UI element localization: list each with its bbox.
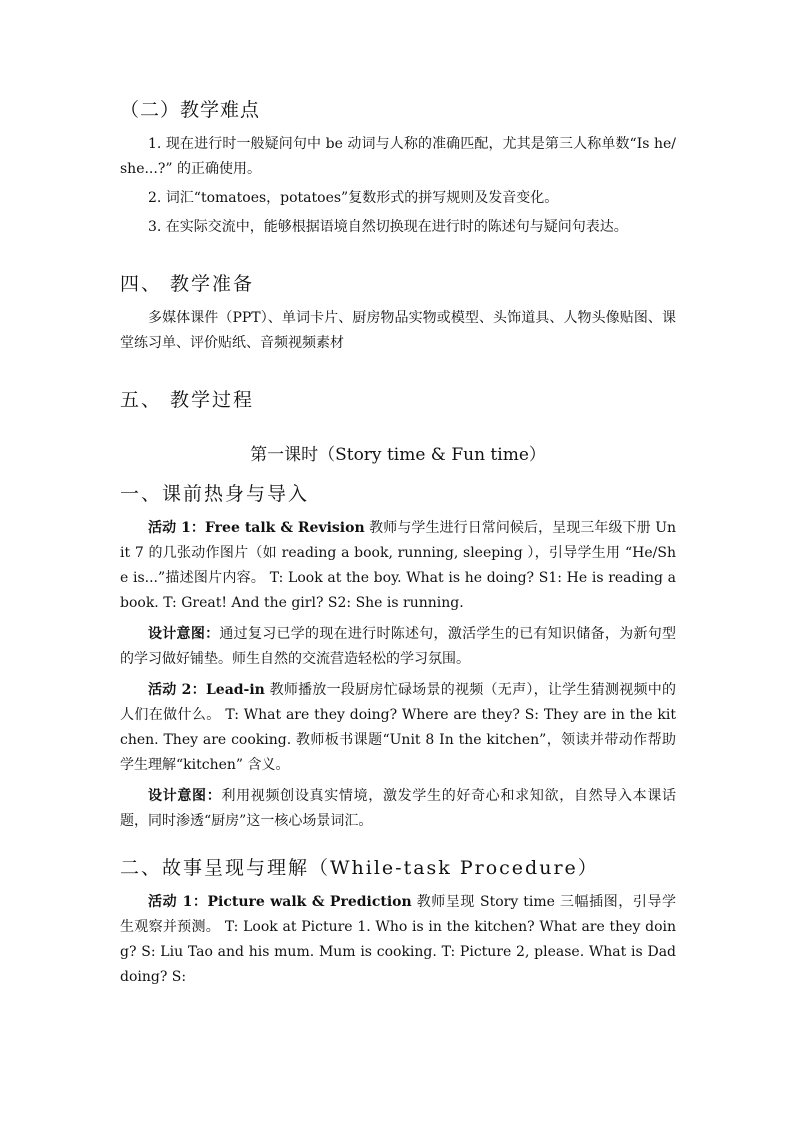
document-page <box>120 96 676 994</box>
preparation-text: 多媒体课件（PPT）、单词卡片、厨房物品实物或模型、头饰道具、人物头像贴图、课堂练习单、评价贴纸、音频视频素材 <box>120 310 676 351</box>
activity-text: 教师呈现 Story time 三幅插图，引导学生观察并预测。 T: Look at Picture 1. Who is in the kitchen? What are they doing? S: Liu Tao and his mum. Mum is cooking. T: Picture 2, please. What is Dad doing? S: <box>120 894 677 985</box>
difficulty-heading: （二）教学难点 <box>120 99 261 121</box>
process-heading: 五、 教学过程 <box>120 389 255 411</box>
story-activity-1 <box>120 890 676 990</box>
difficulty-item-3: 3. 在实际交流中，能够根据语境自然切换现在进行时的陈述句与疑问句表达。 <box>148 219 628 235</box>
preparation-heading: 四、 教学准备 <box>120 273 255 295</box>
difficulty-item-1: 1. 现在进行时一般疑问句中 be 动词与人称的准确匹配，尤其是第三人称单数“Is he/she...?” 的正确使用。 <box>120 136 676 177</box>
warmup-design-2 <box>120 784 676 834</box>
activity-label: 活动 2：Lead-in <box>148 682 265 698</box>
activity-text: 教师与学生进行日常问候后，呈现三年级下册 Unit 7 的几张动作图片（如 reading a book, running, sleeping ），引导学生用 “He/She is...”描述图片内容。 T: Look at the boy. What is he doing? S1: He is reading a book. T: Great! And the girl? S2: She is running. <box>120 520 677 611</box>
warmup-activity-2 <box>120 678 676 778</box>
lesson-title: 第一课时（Story time & Fun time） <box>250 445 546 465</box>
activity-text: 教师播放一段厨房忙碌场景的视频（无声），让学生猜测视频中的人们在做什么。 T: What are they doing? Where are they? S: They are in the kitchen. They are cooking. 教师板书课题“Unit 8 In the kitchen”，领读并带动作帮助学生理解“kitchen” 含义。 <box>120 682 676 773</box>
design-label: 设计意图： <box>148 626 220 642</box>
design-text: 通过复习已学的现在进行时陈述句，激活学生的已有知识储备，为新句型的学习做好铺垫。师生自然的交流营造轻松的学习氛围。 <box>120 626 676 667</box>
design-text: 利用视频创设真实情境，激发学生的好奇心和求知欲，自然导入本课话题，同时渗透“厨房”这一核心场景词汇。 <box>120 788 677 829</box>
difficulty-item-2: 2. 词汇“tomatoes，potatoes”复数形式的拼写规则及发音变化。 <box>148 190 559 206</box>
warmup-design-1 <box>120 622 676 672</box>
activity-label: 活动 1：Free talk & Revision <box>148 520 365 536</box>
activity-label: 活动 1：Picture walk & Prediction <box>148 894 412 910</box>
warmup-activity-1 <box>120 516 676 616</box>
warmup-heading: 一、课前热身与导入 <box>120 483 310 505</box>
design-label: 设计意图： <box>148 788 222 804</box>
story-heading: 二、故事呈现与理解（While-task Procedure） <box>120 857 599 879</box>
